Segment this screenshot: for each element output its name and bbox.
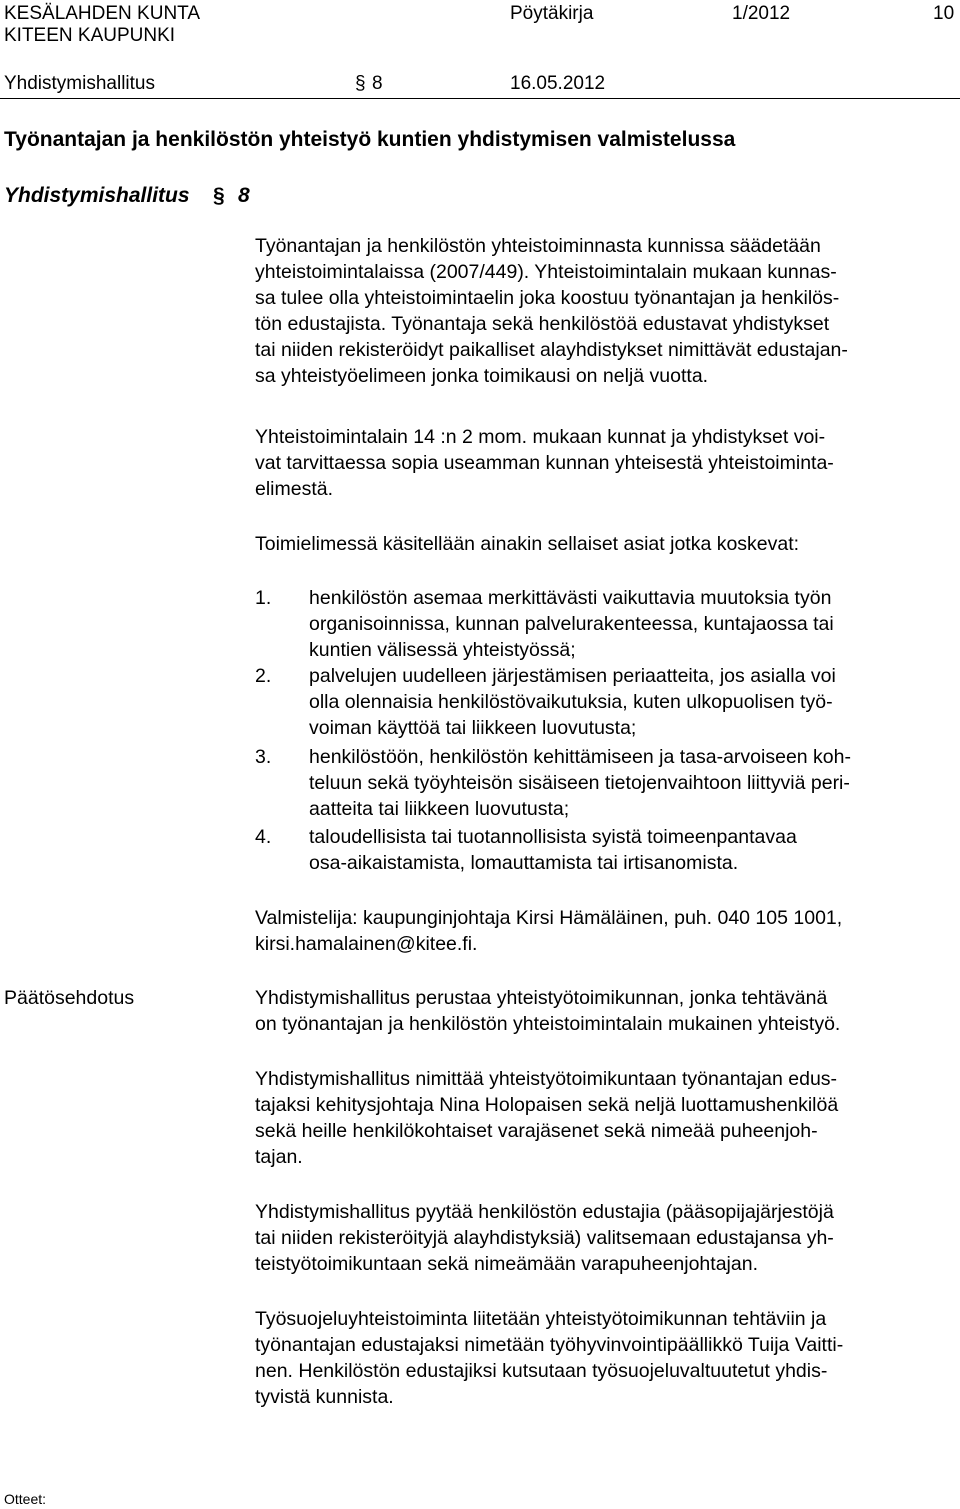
section-number: 8 bbox=[372, 73, 383, 94]
text-line: sekä heille henkilökohtaiset varajäsenet sekä nimeää puheenjoh- bbox=[255, 1120, 818, 1142]
text-line: taloudellisista tai tuotannollisista syistä toimeenpantavaa bbox=[309, 826, 797, 848]
text-line: tai niiden rekisteröityjä alayhdistyksiä) valitsemaan edustajansa yh- bbox=[255, 1227, 834, 1249]
list-number: 2. bbox=[255, 665, 272, 687]
list-item bbox=[309, 744, 949, 822]
page-number: 10 bbox=[933, 3, 955, 24]
preparer-info bbox=[255, 905, 955, 957]
proposal-label: Päätösehdotus bbox=[4, 987, 135, 1009]
text-line: Yhteistoimintalain 14 :n 2 mom. mukaan kunnat ja yhdistykset voi- bbox=[255, 426, 826, 448]
intro-paragraph bbox=[255, 233, 955, 389]
list-number: 1. bbox=[255, 587, 272, 609]
text-line: tai niiden rekisteröidyt paikalliset alayhdistykset nimittävät edustajan- bbox=[255, 339, 848, 361]
text-line: palvelujen uudelleen järjestämisen periaatteita, jos asialla voi bbox=[309, 665, 836, 687]
text-line: vat tarvittaessa sopia useamman kunnan yhteisestä yhteistoiminta- bbox=[255, 452, 834, 474]
list-intro bbox=[255, 531, 955, 557]
text-line: yhteistoimintalaissa (2007/449). Yhteistoimintalain mukaan kunnas- bbox=[255, 261, 837, 283]
law-paragraph bbox=[255, 424, 955, 502]
municipality-name-1: KESÄLAHDEN KUNTA bbox=[4, 3, 201, 24]
text-line: olla olennaisia henkilöstövaikutuksia, kuten ulkopuolisen työ- bbox=[309, 691, 833, 713]
proposal-paragraph bbox=[255, 985, 955, 1037]
text-line: osa-aikaistamista, lomauttamista tai irtisanomista. bbox=[309, 852, 739, 874]
proposal-paragraph bbox=[255, 1306, 955, 1410]
list-item bbox=[309, 824, 949, 876]
text-line: kuntien välisessä yhteistyössä; bbox=[309, 639, 576, 661]
text-line: organisoinnissa, kunnan palvelurakenteessa, kuntajaossa tai bbox=[309, 613, 834, 635]
text-line: teluun sekä työyhteisön sisäiseen tietojenvaihtoon liittyviä peri- bbox=[309, 772, 850, 794]
text-line: Yhdistymishallitus pyytää henkilöstön edustajia (pääsopijajärjestöjä bbox=[255, 1201, 834, 1223]
text-line: sa tulee olla yhteistoimintaelin joka koostuu työnantajan ja henkilös- bbox=[255, 287, 840, 309]
text-line: tön edustajista. Työnantaja sekä henkilöstöä edustavat yhdistykset bbox=[255, 313, 830, 335]
extracts-label: Otteet: bbox=[4, 1491, 47, 1507]
proposal-paragraph bbox=[255, 1199, 955, 1277]
text-line: elimestä. bbox=[255, 478, 334, 500]
text-line: kirsi.hamalainen@kitee.fi. bbox=[255, 933, 478, 955]
subheading-section: 8 bbox=[238, 184, 250, 207]
document-number: 1/2012 bbox=[732, 3, 791, 24]
list-number: 4. bbox=[255, 826, 272, 848]
text-line: on työnantajan ja henkilöstön yhteistoimintalain mukainen yhteistyö. bbox=[255, 1013, 841, 1035]
text-line: Yhdistymishallitus nimittää yhteistyötoimikuntaan työnantajan edus- bbox=[255, 1068, 838, 1090]
text-line: Valmistelija: kaupunginjohtaja Kirsi Hämäläinen, puh. 040 105 1001, bbox=[255, 907, 843, 929]
text-line: aatteita tai liikkeen luovutusta; bbox=[309, 798, 570, 820]
page-title: Työnantajan ja henkilöstön yhteistyö kuntien yhdistymisen valmistelussa bbox=[4, 128, 736, 151]
section-sign-icon: § bbox=[213, 184, 225, 207]
subheading-body: Yhdistymishallitus bbox=[4, 184, 190, 207]
list-item bbox=[309, 663, 949, 741]
text-line: henkilöstön asemaa merkittävästi vaikuttavia muutoksia työn bbox=[309, 587, 832, 609]
text-line: tyvistä kunnista. bbox=[255, 1386, 394, 1408]
text-line: voiman käyttöä tai liikkeen luovutusta; bbox=[309, 717, 637, 739]
text-line: Työsuojeluyhteistoiminta liitetään yhteistyötoimikunnan tehtäviin ja bbox=[255, 1308, 827, 1330]
text-line: työnantajan edustajaksi nimetään työhyvinvointipäällikkö Tuija Vaitti- bbox=[255, 1334, 844, 1356]
header-divider bbox=[0, 98, 960, 99]
text-line: henkilöstöön, henkilöstön kehittämiseen ja tasa-arvoiseen koh- bbox=[309, 746, 851, 768]
proposal-paragraph bbox=[255, 1066, 955, 1170]
list-number: 3. bbox=[255, 746, 272, 768]
meeting-date: 16.05.2012 bbox=[510, 73, 606, 94]
section-sign-icon: § bbox=[355, 73, 366, 94]
text-line: tajaksi kehitysjohtaja Nina Holopaisen sekä neljä luottamushenkilöä bbox=[255, 1094, 839, 1116]
text-line: sa yhteistyöelimeen jonka toimikausi on neljä vuotta. bbox=[255, 365, 709, 387]
text-line: Yhdistymishallitus perustaa yhteistyötoimikunnan, jonka tehtävänä bbox=[255, 987, 828, 1009]
body-name: Yhdistymishallitus bbox=[4, 73, 155, 94]
text-line: tajan. bbox=[255, 1146, 303, 1168]
text-line: nen. Henkilöstön edustajiksi kutsutaan työsuojeluvaltuutetut yhdis- bbox=[255, 1360, 828, 1382]
list-item bbox=[309, 585, 949, 663]
document-type: Pöytäkirja bbox=[510, 3, 594, 24]
text-line: Työnantajan ja henkilöstön yhteistoiminnasta kunnissa säädetään bbox=[255, 235, 821, 257]
text-line: teistyötoimikuntaan sekä nimeämään varapuheenjohtajan. bbox=[255, 1253, 758, 1275]
municipality-name-2: KITEEN KAUPUNKI bbox=[4, 25, 176, 46]
text-line: Toimielimessä käsitellään ainakin sellaiset asiat jotka koskevat: bbox=[255, 533, 800, 555]
